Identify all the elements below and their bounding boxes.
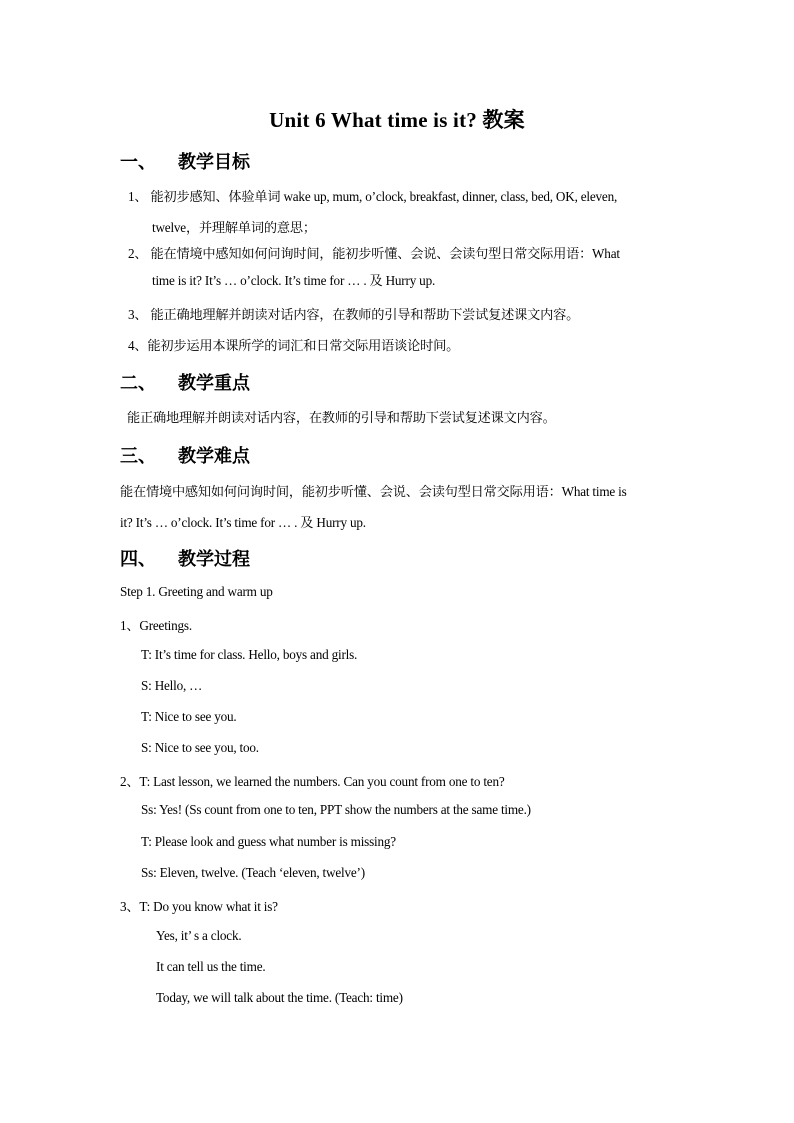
process-line: S: Hello, …: [141, 678, 203, 693]
process-line: 2、T: Last lesson, we learned the numbers. Can you count from one to ten?: [120, 774, 505, 789]
key-point-text: 能正确地理解并朗读对话内容，在教师的引导和帮助下尝试复述课文内容。: [127, 410, 556, 425]
document-title: Unit 6 What time is it? 教案: [269, 108, 525, 132]
difficulty-line: it? It’s … o’clock. It’s time for … . 及 Hurry up.: [120, 515, 366, 530]
objective-line: 3、 能正确地理解并朗读对话内容，在教师的引导和帮助下尝试复述课文内容。: [128, 307, 580, 322]
section-heading-key-points: [120, 369, 250, 395]
section-number: 二、: [120, 373, 156, 394]
process-line: S: Nice to see you, too.: [141, 740, 259, 755]
process-line: T: Nice to see you.: [141, 709, 237, 724]
process-line: T: Please look and guess what number is missing?: [141, 834, 396, 849]
process-line: 1、Greetings.: [120, 618, 192, 633]
section-title: 教学过程: [178, 549, 250, 570]
section-number: 一、: [120, 152, 156, 173]
objective-line: twelve，并理解单词的意思；: [152, 220, 316, 235]
process-line: Ss: Eleven, twelve. (Teach ‘eleven, twelve’): [141, 865, 365, 880]
process-line: 3、T: Do you know what it is?: [120, 899, 278, 914]
process-line: Today, we will talk about the time. (Teach: time): [156, 990, 403, 1005]
process-line: Yes, it’ s a clock.: [156, 928, 242, 943]
section-title: 教学目标: [178, 152, 250, 173]
objective-line: 1、 能初步感知、体验单词 wake up, mum, o’clock, breakfast, dinner, class, bed, OK, eleven,: [128, 189, 618, 204]
section-heading-process: [120, 545, 250, 571]
process-line: It can tell us the time.: [156, 959, 266, 974]
section-number: 三、: [120, 446, 156, 467]
section-number: 四、: [120, 549, 156, 570]
section-title: 教学重点: [178, 373, 250, 394]
process-line: Step 1. Greeting and warm up: [120, 584, 273, 599]
process-line: Ss: Yes! (Ss count from one to ten, PPT show the numbers at the same time.): [141, 802, 531, 817]
objective-line: 2、 能在情境中感知如何问询时间，能初步听懂、会说、会读句型日常交际用语：What: [128, 246, 620, 261]
difficulty-line: 能在情境中感知如何问询时间，能初步听懂、会说、会读句型日常交际用语：What time is: [120, 484, 627, 499]
process-line: T: It’s time for class. Hello, boys and girls.: [141, 647, 358, 662]
objective-line: time is it? It’s … o’clock. It’s time for … . 及 Hurry up.: [152, 273, 436, 288]
section-heading-difficulties: [120, 442, 250, 468]
section-title: 教学难点: [178, 446, 250, 467]
objective-line: 4、能初步运用本课所学的词汇和日常交际用语谈论时间。: [128, 338, 460, 353]
section-heading-objectives: [120, 148, 250, 174]
